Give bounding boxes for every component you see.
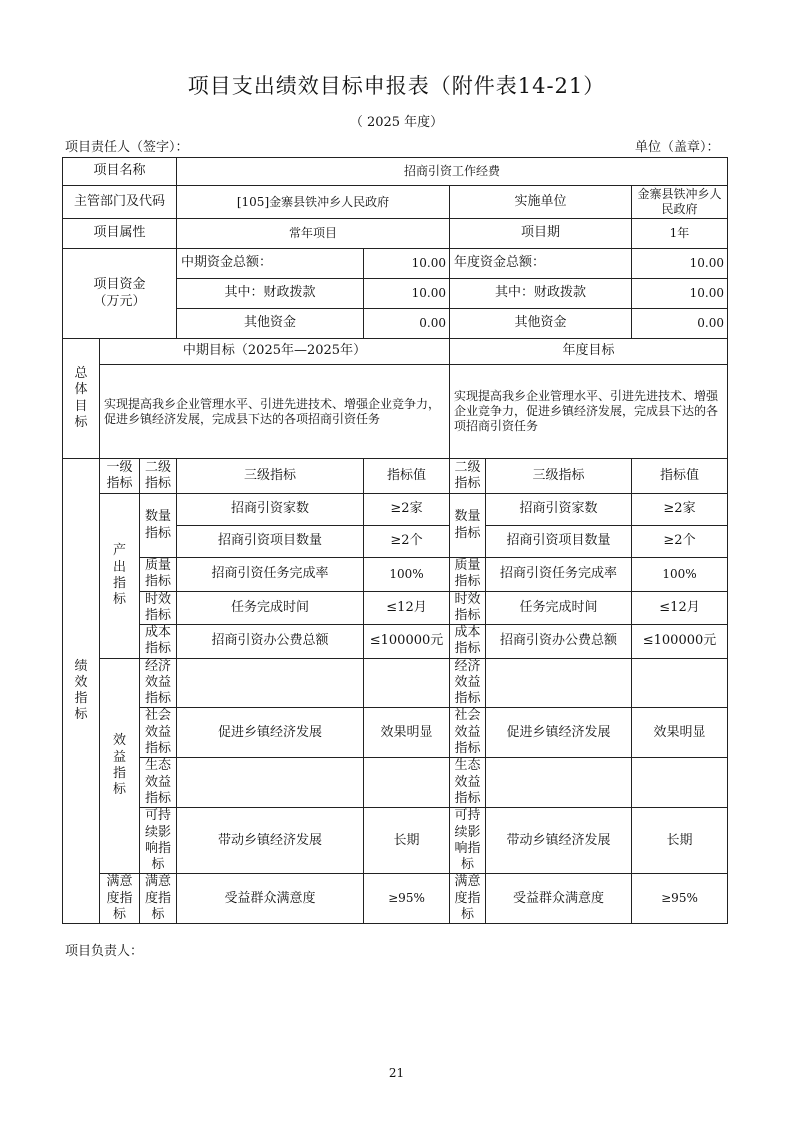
project-name-label: 项目名称 [63,158,177,186]
q2-name-year: 招商引资项目数量 [486,526,632,558]
project-attribute-label: 项目属性 [63,219,177,249]
econ-name-year [486,658,632,708]
page-title: 项目支出绩效目标申报表（附件表14-21） [187,74,606,98]
eco-name-year [486,758,632,808]
quality-indicator-label-year: 质量指标 [450,558,486,592]
year-fiscal-label: 其中：财政拨款 [450,279,632,309]
overall-target-label: 总 体 目 标 [63,339,100,459]
q2-value: ≥2个 [364,526,450,558]
mid-total-value: 10.00 [364,249,450,279]
effect-indicator-label: 效益指标 [100,658,140,874]
q1-value-year: ≥2家 [632,494,728,526]
time-indicator-label-year: 时效指标 [450,591,486,625]
cost-name-year: 招商引资办公费总额 [486,625,632,659]
cost-indicator-label: 成本指标 [140,625,177,659]
econ-name [177,658,364,708]
eco-value [364,758,450,808]
eco-indicator-label: 生态效益指标 [140,758,177,808]
social-indicator-label-year: 社会效益指标 [450,708,486,758]
sustain-value-year: 长期 [632,808,728,874]
year-target-text: 实现提高我乡企业管理水平、引进先进技术、增强企业竞争力，促进乡镇经济发展，完成县下达的各项招商引资任务 [450,365,728,459]
mid-other-label: 其他资金 [177,309,364,339]
implementing-unit-value: 金寨县铁冲乡人民政府 [632,186,728,219]
col-level2-header-year: 二级指标 [450,459,486,494]
satisfaction-level2-label: 满意度指标 [140,874,177,924]
econ-indicator-label-year: 经济效益指标 [450,658,486,708]
project-attribute-value: 常年项目 [177,219,450,249]
year-total-label: 年度资金总额： [450,249,632,279]
year-other-label: 其他资金 [450,309,632,339]
project-name-value: 招商引资工作经费 [177,158,728,186]
quantity-indicator-label-year: 数量指标 [450,494,486,558]
social-name-year: 促进乡镇经济发展 [486,708,632,758]
department-label: 主管部门及代码 [63,186,177,219]
cost-value: ≤100000元 [364,625,450,659]
time-value: ≤12月 [364,591,450,625]
q1-value: ≥2家 [364,494,450,526]
year-total-value: 10.00 [632,249,728,279]
col-level3-header: 三级指标 [177,459,364,494]
mid-other-value: 0.00 [364,309,450,339]
quantity-indicator-label: 数量指标 [140,494,177,558]
time-indicator-label: 时效指标 [140,591,177,625]
sustain-indicator-label-year: 可持续影响指标 [450,808,486,874]
econ-value-year [632,658,728,708]
mid-fiscal-value: 10.00 [364,279,450,309]
satisfaction-value: ≥95% [364,874,450,924]
col-level3-header-year: 三级指标 [486,459,632,494]
mid-target-text: 实现提高我乡企业管理水平、引进先进技术、增强企业竞争力，促进乡镇经济发展，完成县下达的各项招商引资任务 [100,365,450,459]
year-line: （ 2025 年度） [349,115,444,130]
eco-value-year [632,758,728,808]
social-value: 效果明显 [364,708,450,758]
project-period-label: 项目期 [450,219,632,249]
sustain-indicator-label: 可持续影响指标 [140,808,177,874]
eco-indicator-label-year: 生态效益指标 [450,758,486,808]
econ-indicator-label: 经济效益指标 [140,658,177,708]
output-indicator-label: 产出指标 [100,494,140,659]
satisfaction-name-year: 受益群众满意度 [486,874,632,924]
project-period-value: 1年 [632,219,728,249]
social-name: 促进乡镇经济发展 [177,708,364,758]
eco-name [177,758,364,808]
page-number: 21 [388,1066,405,1080]
implementing-unit-label: 实施单位 [450,186,632,219]
col-level2-header: 二级指标 [140,459,177,494]
econ-value [364,658,450,708]
q2-name: 招商引资项目数量 [177,526,364,558]
project-funds-label: 项目资金（万元） [63,249,177,339]
sustain-name: 带动乡镇经济发展 [177,808,364,874]
year-fiscal-value: 10.00 [632,279,728,309]
mid-target-header: 中期目标（2025年—2025年） [100,339,450,365]
quality-name: 招商引资任务完成率 [177,558,364,592]
time-value-year: ≤12月 [632,591,728,625]
department-value: [105]金寨县铁冲乡人民政府 [177,186,450,219]
q2-value-year: ≥2个 [632,526,728,558]
unit-seal-label: 单位（盖章）： [635,140,720,155]
time-name: 任务完成时间 [177,591,364,625]
quality-name-year: 招商引资任务完成率 [486,558,632,592]
mid-total-label: 中期资金总额： [177,249,364,279]
q1-name: 招商引资家数 [177,494,364,526]
performance-target-table [62,157,728,924]
sustain-value: 长期 [364,808,450,874]
satisfaction-level2-label-year: 满意度指标 [450,874,486,924]
satisfaction-name: 受益群众满意度 [177,874,364,924]
year-target-header: 年度目标 [450,339,728,365]
performance-indicator-label: 绩 效 指 标 [63,459,100,924]
quality-value: 100% [364,558,450,592]
col-level1-header: 一级指标 [100,459,140,494]
col-value-header: 指标值 [364,459,450,494]
quality-indicator-label: 质量指标 [140,558,177,592]
cost-indicator-label-year: 成本指标 [450,625,486,659]
responsible-signature-label: 项目责任人（签字）： [65,140,189,155]
q1-name-year: 招商引资家数 [486,494,632,526]
mid-fiscal-label: 其中：财政拨款 [177,279,364,309]
project-leader-label: 项目负责人： [65,944,144,959]
time-name-year: 任务完成时间 [486,591,632,625]
quality-value-year: 100% [632,558,728,592]
satisfaction-level1-label: 满意度指标 [100,874,140,924]
cost-name: 招商引资办公费总额 [177,625,364,659]
cost-value-year: ≤100000元 [632,625,728,659]
col-value-header-year: 指标值 [632,459,728,494]
satisfaction-value-year: ≥95% [632,874,728,924]
sustain-name-year: 带动乡镇经济发展 [486,808,632,874]
social-value-year: 效果明显 [632,708,728,758]
year-other-value: 0.00 [632,309,728,339]
social-indicator-label: 社会效益指标 [140,708,177,758]
